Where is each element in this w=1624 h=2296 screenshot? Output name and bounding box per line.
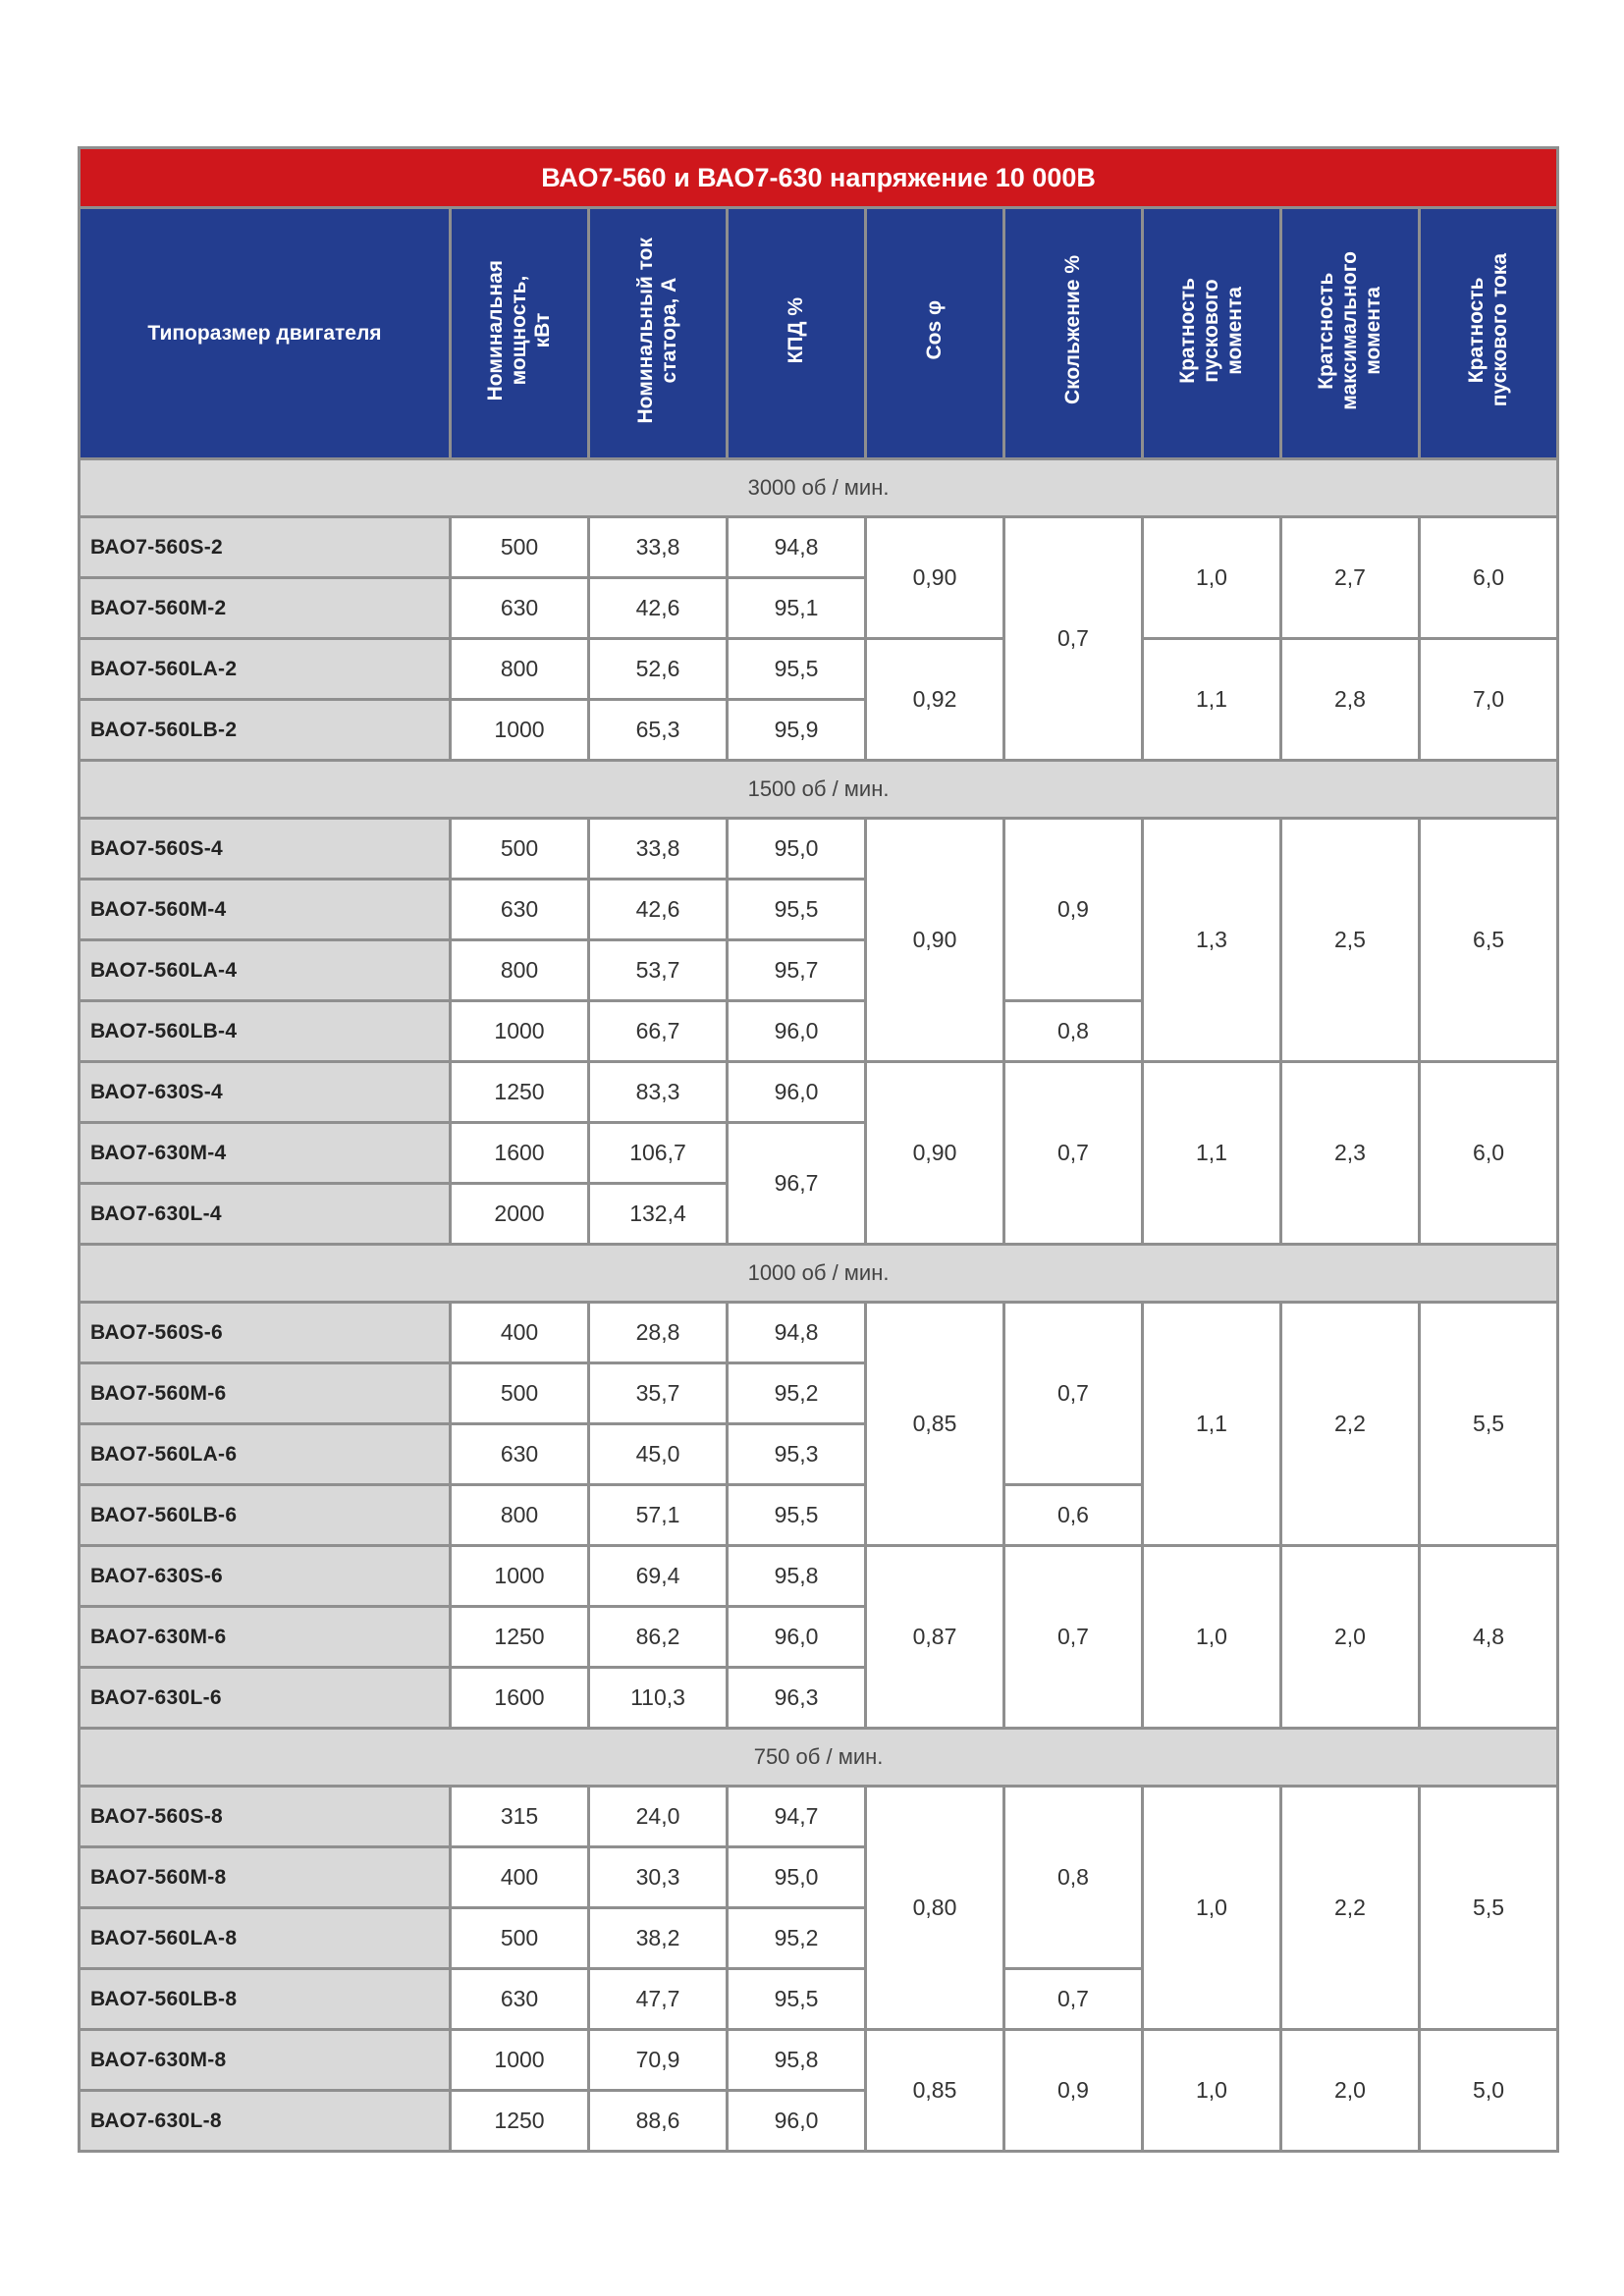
current-cell: 35,7 <box>589 1363 728 1424</box>
model-cell: ВАО7-560M-2 <box>80 578 451 639</box>
model-cell: ВАО7-560S-2 <box>80 517 451 578</box>
header-slip: Скольжение % <box>1004 208 1143 459</box>
efficiency-cell: 95,0 <box>728 819 866 880</box>
current-cell: 33,8 <box>589 517 728 578</box>
motor-specs-table <box>78 146 1559 2153</box>
header-current: Номинальный ток статора, А <box>589 208 728 459</box>
slip-cell: 0,9 <box>1004 2030 1143 2152</box>
section-header: 750 об / мин. <box>80 1729 1558 1787</box>
model-cell: ВАО7-560S-4 <box>80 819 451 880</box>
power-cell: 1250 <box>451 2091 589 2152</box>
efficiency-cell: 95,5 <box>728 1969 866 2030</box>
cos-cell: 0,87 <box>866 1546 1004 1729</box>
current-cell: 86,2 <box>589 1607 728 1668</box>
efficiency-cell: 95,2 <box>728 1363 866 1424</box>
efficiency-cell: 96,0 <box>728 2091 866 2152</box>
table-row <box>80 819 1558 880</box>
slip-cell: 0,7 <box>1004 517 1143 761</box>
model-cell: ВАО7-560S-6 <box>80 1303 451 1363</box>
current-cell: 53,7 <box>589 940 728 1001</box>
table-row <box>80 1787 1558 1847</box>
efficiency-cell: 95,1 <box>728 578 866 639</box>
cos-cell: 0,92 <box>866 639 1004 761</box>
current-cell: 88,6 <box>589 2091 728 2152</box>
start-torque-cell: 1,1 <box>1143 1303 1281 1546</box>
efficiency-cell: 96,0 <box>728 1001 866 1062</box>
header-cos: Cos φ <box>866 208 1004 459</box>
start-current-cell: 6,0 <box>1420 1062 1558 1245</box>
current-cell: 69,4 <box>589 1546 728 1607</box>
model-cell: ВАО7-560LB-2 <box>80 700 451 761</box>
model-cell: ВАО7-630M-4 <box>80 1123 451 1184</box>
slip-cell: 0,7 <box>1004 1546 1143 1729</box>
current-cell: 83,3 <box>589 1062 728 1123</box>
header-efficiency: КПД % <box>728 208 866 459</box>
power-cell: 400 <box>451 1303 589 1363</box>
max-torque-cell: 2,8 <box>1281 639 1420 761</box>
efficiency-cell: 95,9 <box>728 700 866 761</box>
efficiency-cell: 96,3 <box>728 1668 866 1729</box>
current-cell: 70,9 <box>589 2030 728 2091</box>
table-title: ВАО7-560 и ВАО7-630 напряжение 10 000В <box>80 148 1558 208</box>
efficiency-cell: 94,7 <box>728 1787 866 1847</box>
power-cell: 1000 <box>451 1001 589 1062</box>
current-cell: 38,2 <box>589 1908 728 1969</box>
power-cell: 500 <box>451 819 589 880</box>
current-cell: 66,7 <box>589 1001 728 1062</box>
efficiency-cell: 95,5 <box>728 639 866 700</box>
current-cell: 132,4 <box>589 1184 728 1245</box>
table-row <box>80 2030 1558 2091</box>
start-current-cell: 6,0 <box>1420 517 1558 639</box>
power-cell: 630 <box>451 1424 589 1485</box>
table-row <box>80 1062 1558 1123</box>
slip-cell: 0,8 <box>1004 1001 1143 1062</box>
model-cell: ВАО7-630S-6 <box>80 1546 451 1607</box>
model-cell: ВАО7-560LA-6 <box>80 1424 451 1485</box>
header-start-current: Кратность пускового тока <box>1420 208 1558 459</box>
efficiency-cell: 95,8 <box>728 2030 866 2091</box>
efficiency-cell: 94,8 <box>728 1303 866 1363</box>
current-cell: 57,1 <box>589 1485 728 1546</box>
start-torque-cell: 1,1 <box>1143 639 1281 761</box>
current-cell: 30,3 <box>589 1847 728 1908</box>
power-cell: 800 <box>451 940 589 1001</box>
start-current-cell: 5,5 <box>1420 1787 1558 2030</box>
max-torque-cell: 2,0 <box>1281 1546 1420 1729</box>
model-cell: ВАО7-560M-8 <box>80 1847 451 1908</box>
power-cell: 630 <box>451 578 589 639</box>
efficiency-cell: 95,2 <box>728 1908 866 1969</box>
slip-cell: 0,6 <box>1004 1485 1143 1546</box>
section-header: 1000 об / мин. <box>80 1245 1558 1303</box>
efficiency-cell: 96,0 <box>728 1607 866 1668</box>
header-start-torque: Кратность пускового момента <box>1143 208 1281 459</box>
current-cell: 47,7 <box>589 1969 728 2030</box>
table-row <box>80 1546 1558 1607</box>
model-cell: ВАО7-560LB-8 <box>80 1969 451 2030</box>
power-cell: 1000 <box>451 700 589 761</box>
efficiency-cell: 95,5 <box>728 880 866 940</box>
power-cell: 315 <box>451 1787 589 1847</box>
efficiency-cell: 95,0 <box>728 1847 866 1908</box>
power-cell: 800 <box>451 1485 589 1546</box>
start-torque-cell: 1,0 <box>1143 1787 1281 2030</box>
current-cell: 110,3 <box>589 1668 728 1729</box>
power-cell: 1600 <box>451 1123 589 1184</box>
slip-cell: 0,8 <box>1004 1787 1143 1969</box>
power-cell: 2000 <box>451 1184 589 1245</box>
start-torque-cell: 1,0 <box>1143 2030 1281 2152</box>
header-power: Номинальная мощность, кВт <box>451 208 589 459</box>
model-cell: ВАО7-630M-6 <box>80 1607 451 1668</box>
max-torque-cell: 2,5 <box>1281 819 1420 1062</box>
power-cell: 1250 <box>451 1607 589 1668</box>
slip-cell: 0,9 <box>1004 819 1143 1001</box>
current-cell: 52,6 <box>589 639 728 700</box>
model-cell: ВАО7-630S-4 <box>80 1062 451 1123</box>
power-cell: 1000 <box>451 2030 589 2091</box>
model-cell: ВАО7-630M-8 <box>80 2030 451 2091</box>
efficiency-cell: 96,0 <box>728 1062 866 1123</box>
power-cell: 1000 <box>451 1546 589 1607</box>
power-cell: 500 <box>451 517 589 578</box>
slip-cell: 0,7 <box>1004 1303 1143 1485</box>
power-cell: 1250 <box>451 1062 589 1123</box>
efficiency-cell: 96,7 <box>728 1123 866 1245</box>
model-cell: ВАО7-560LA-2 <box>80 639 451 700</box>
current-cell: 33,8 <box>589 819 728 880</box>
current-cell: 45,0 <box>589 1424 728 1485</box>
model-cell: ВАО7-630L-4 <box>80 1184 451 1245</box>
max-torque-cell: 2,2 <box>1281 1303 1420 1546</box>
section-header: 1500 об / мин. <box>80 761 1558 819</box>
power-cell: 400 <box>451 1847 589 1908</box>
efficiency-cell: 95,5 <box>728 1485 866 1546</box>
max-torque-cell: 2,0 <box>1281 2030 1420 2152</box>
power-cell: 800 <box>451 639 589 700</box>
start-torque-cell: 1,1 <box>1143 1062 1281 1245</box>
header-model: Типоразмер двигателя <box>80 208 451 459</box>
header-max-torque: Кратсность максимального момента <box>1281 208 1420 459</box>
model-cell: ВАО7-630L-6 <box>80 1668 451 1729</box>
start-current-cell: 6,5 <box>1420 819 1558 1062</box>
model-cell: ВАО7-560LA-8 <box>80 1908 451 1969</box>
start-torque-cell: 1,3 <box>1143 819 1281 1062</box>
max-torque-cell: 2,3 <box>1281 1062 1420 1245</box>
start-current-cell: 4,8 <box>1420 1546 1558 1729</box>
max-torque-cell: 2,7 <box>1281 517 1420 639</box>
power-cell: 1600 <box>451 1668 589 1729</box>
model-cell: ВАО7-560M-6 <box>80 1363 451 1424</box>
start-current-cell: 5,0 <box>1420 2030 1558 2152</box>
max-torque-cell: 2,2 <box>1281 1787 1420 2030</box>
current-cell: 24,0 <box>589 1787 728 1847</box>
model-cell: ВАО7-560LB-6 <box>80 1485 451 1546</box>
table-row <box>80 639 1558 700</box>
cos-cell: 0,85 <box>866 2030 1004 2152</box>
start-torque-cell: 1,0 <box>1143 517 1281 639</box>
table-row <box>80 1303 1558 1363</box>
power-cell: 500 <box>451 1908 589 1969</box>
start-current-cell: 7,0 <box>1420 639 1558 761</box>
cos-cell: 0,85 <box>866 1303 1004 1546</box>
power-cell: 630 <box>451 1969 589 2030</box>
model-cell: ВАО7-560LA-4 <box>80 940 451 1001</box>
current-cell: 106,7 <box>589 1123 728 1184</box>
start-torque-cell: 1,0 <box>1143 1546 1281 1729</box>
slip-cell: 0,7 <box>1004 1062 1143 1245</box>
model-cell: ВАО7-560M-4 <box>80 880 451 940</box>
current-cell: 28,8 <box>589 1303 728 1363</box>
efficiency-cell: 95,7 <box>728 940 866 1001</box>
model-cell: ВАО7-630L-8 <box>80 2091 451 2152</box>
efficiency-cell: 95,8 <box>728 1546 866 1607</box>
power-cell: 500 <box>451 1363 589 1424</box>
efficiency-cell: 94,8 <box>728 517 866 578</box>
start-current-cell: 5,5 <box>1420 1303 1558 1546</box>
current-cell: 42,6 <box>589 880 728 940</box>
section-header: 3000 об / мин. <box>80 459 1558 517</box>
efficiency-cell: 95,3 <box>728 1424 866 1485</box>
cos-cell: 0,80 <box>866 1787 1004 2030</box>
current-cell: 42,6 <box>589 578 728 639</box>
slip-cell: 0,7 <box>1004 1969 1143 2030</box>
model-cell: ВАО7-560S-8 <box>80 1787 451 1847</box>
specs-sheet <box>78 146 1556 2153</box>
model-cell: ВАО7-560LB-4 <box>80 1001 451 1062</box>
table-row <box>80 517 1558 578</box>
current-cell: 65,3 <box>589 700 728 761</box>
cos-cell: 0,90 <box>866 819 1004 1062</box>
power-cell: 630 <box>451 880 589 940</box>
cos-cell: 0,90 <box>866 1062 1004 1245</box>
cos-cell: 0,90 <box>866 517 1004 639</box>
